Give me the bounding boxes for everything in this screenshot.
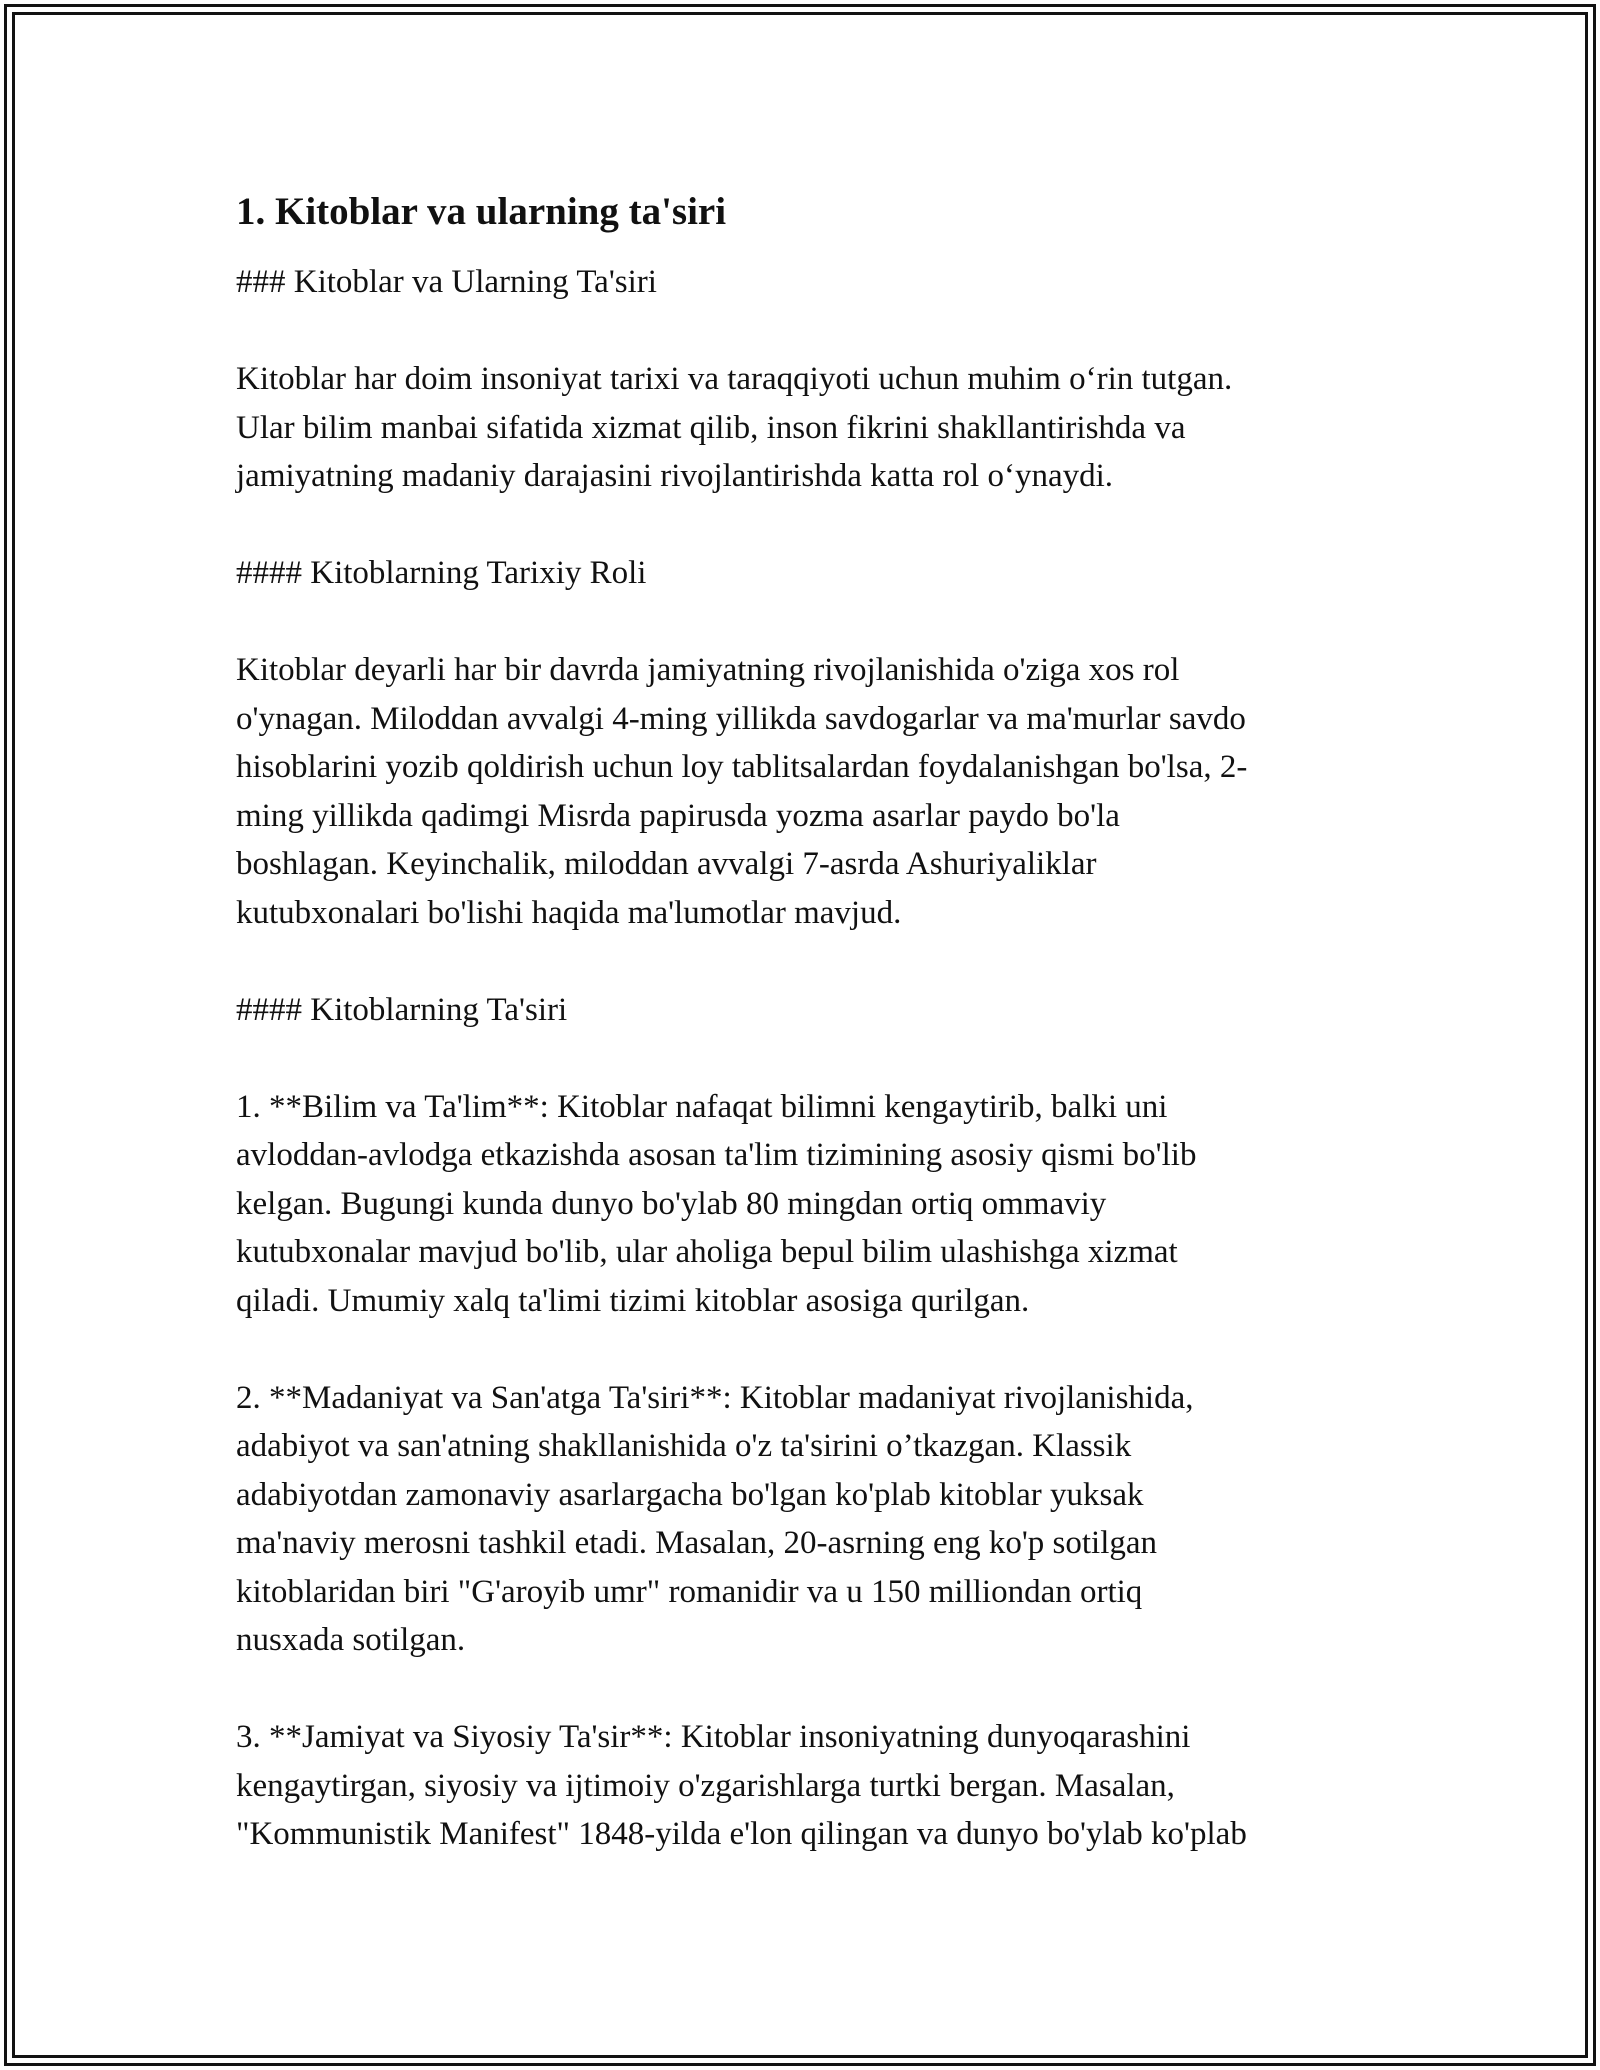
list-item-education: 1. **Bilim va Ta'lim**: Kitoblar nafaqat bilimni kengaytirib, balki uni avloddan-avlodga etkazishda asosan ta'lim tizimining asosiy qismi bo'lib kelgan. Bugungi kunda dunyo bo'ylab 80 mingdan ortiq ommaviy kutubxonalar mavjud bo'lib, ular aholiga bepul bilim ulashishga xizmat qiladi. Umumiy xalq ta'limi tizimi kitoblar asosiga qurilgan. bbox=[236, 1088, 1197, 1319]
section-heading: ### Kitoblar va Ularning Ta'siri bbox=[236, 264, 657, 300]
subsection-heading-history: #### Kitoblarning Tarixiy Roli bbox=[236, 555, 647, 591]
subsection-heading-impact: #### Kitoblarning Ta'siri bbox=[236, 991, 568, 1028]
document-title: 1. Kitoblar va ularning ta'siri bbox=[236, 190, 727, 233]
history-paragraph: Kitoblar deyarli har bir davrda jamiyatning rivojlanishida o'ziga xos rol o'ynagan. Miloddan avvalgi 4-ming yillikda savdogarlar va ma'murlar savdo hisoblarini yozib qoldirish uchun loy tablitsalardan foydalanishgan bo'lsa, 2- ming yillikda qadimgi Misrda papirusda yozma asarlar paydo bo'la boshlagan. Keyinchalik, miloddan avvalgi 7-asrda Ashuriyaliklar kutubxonalari bo'lishi haqida ma'lumotlar mavjud. bbox=[236, 652, 1248, 931]
list-item-culture: 2. **Madaniyat va San'atga Ta'siri**: Kitoblar madaniyat rivojlanishida, adabiyot va san'atning shakllanishida o'z ta'sirini o’tkazgan. Klassik adabiyotdan zamonaviy asarlargacha bo'lgan ko'plab kitoblar yuksak ma'naviy merosni tashkil etadi. Masalan, 20-asrning eng ko'p sotilgan kitoblaridan biri "G'aroyib umr" romanidir va u 150 milliondan ortiq nusxada sotilgan. bbox=[236, 1379, 1194, 1658]
list-item-society: 3. **Jamiyat va Siyosiy Ta'sir**: Kitoblar insoniyatning dunyoqarashini kengaytirgan, siyosiy va ijtimoiy o'zgarishlarga turtki bergan. Masalan, "Kommunistik Manifest" 1848-yilda e'lon qilingan va dunyo bo'ylab ko'plab bbox=[236, 1719, 1247, 1852]
document-page bbox=[236, 186, 1366, 1907]
intro-paragraph: Kitoblar har doim insoniyat tarixi va taraqqiyoti uchun muhim o‘rin tutgan. Ular bilim manbai sifatida xizmat qilib, inson fikrini shakllantirishda va jamiyatning madaniy darajasini rivojlantirishda katta rol o‘ynaydi. bbox=[236, 361, 1233, 494]
